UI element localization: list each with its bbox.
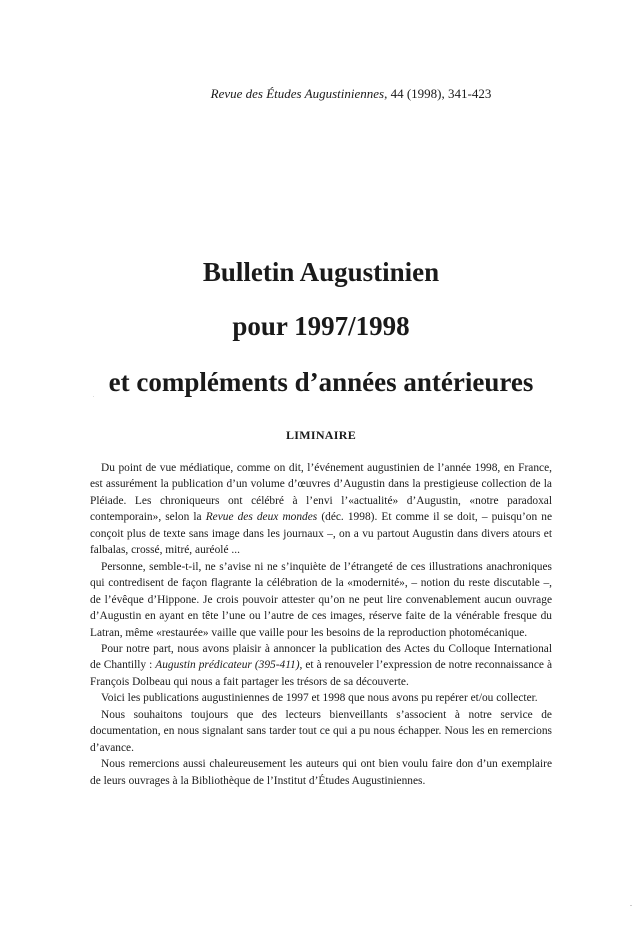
paragraph-3 <box>90 641 552 690</box>
journal-title: Revue des Études Augustiniennes <box>210 86 385 101</box>
section-heading: LIMINAIRE <box>285 428 357 442</box>
running-head <box>0 86 642 102</box>
paragraph-6: Nous remercions aussi chaleureusement les auteurs qui ont bien voulu faire don d’un exemplaire de leurs ouvrages à la Bibliothèque de l’Institut d’Études Augustiniennes. <box>90 758 552 787</box>
scan-speck <box>93 396 94 397</box>
title-line-2: pour 1997/1998 <box>232 311 410 341</box>
paragraph-5: Nous souhaitons toujours que des lecteurs bienveillants s’associent à notre service de documentation, en nous signalant sans tarder tout ce qui a pu nous échapper. Nous les en remercions d’avance. <box>90 708 552 754</box>
paragraph-1-part-a: Du point de vue médiatique, comme on dit, l’événement augustinien de l’année 1998, en France, est assurément la publication d’un volume d’œuvres d’Augustin dans la prestigieuse collection de la Pléiade. Les chroniqueurs ont célébré à l’envi l’«actualité» d’Augustin, «notre paradoxal contemporain», selon la <box>90 462 552 524</box>
paragraph-1 <box>90 460 552 559</box>
paragraph-1-part-b: (déc. 1998). Et comme il se doit, – puisqu’on ne conçoit plus de texte sans image dans les journaux –, on a vu partout Augustin dans divers atours et falbalas, crossé, mitré, auréolé ... <box>90 511 552 557</box>
body-text <box>90 460 552 789</box>
title-line-3: et compléments d’années antérieures <box>108 367 534 397</box>
paragraph-2: Personne, semble-t-il, ne s’avise ni ne s’inquiète de l’étrangeté de ces illustrations anachroniques qui contredisent de façon flagrante la célébration de la «modernité», – notion du reste discutable –, de l’évêque d’Hippone. Je crois pouvoir attester qu’on ne peut lire convenablement aucun ouvrage d’Augustin en ayant en tête l’une ou l’autre de ces images, réserve faite de la vénérable fresque du Latran, même «restaurée» vaille que vaille pour les besoins de la reproduction photomécanique. <box>90 560 552 639</box>
journal-citation: , 44 (1998), 341-423 <box>384 86 492 101</box>
title-line-1: Bulletin Augustinien <box>202 257 440 287</box>
paragraph-3-italic: Augustin prédicateur (395-411), <box>155 659 303 672</box>
scan-speck <box>630 905 632 906</box>
paragraph-4: Voici les publications augustiniennes de 1997 et 1998 que nous avons pu repérer et/ou collecter. <box>101 692 538 705</box>
paragraph-3-part-b: et à renouveler l’expression de notre reconnaissance à François Dolbeau qui nous a fait partager les trésors de sa découverte. <box>90 659 552 688</box>
paragraph-1-italic: Revue des deux mondes <box>205 511 318 524</box>
paragraph-3-part-a: Pour notre part, nous avons plaisir à annoncer la publication des Actes du Colloque International de Chantilly : <box>90 642 552 672</box>
